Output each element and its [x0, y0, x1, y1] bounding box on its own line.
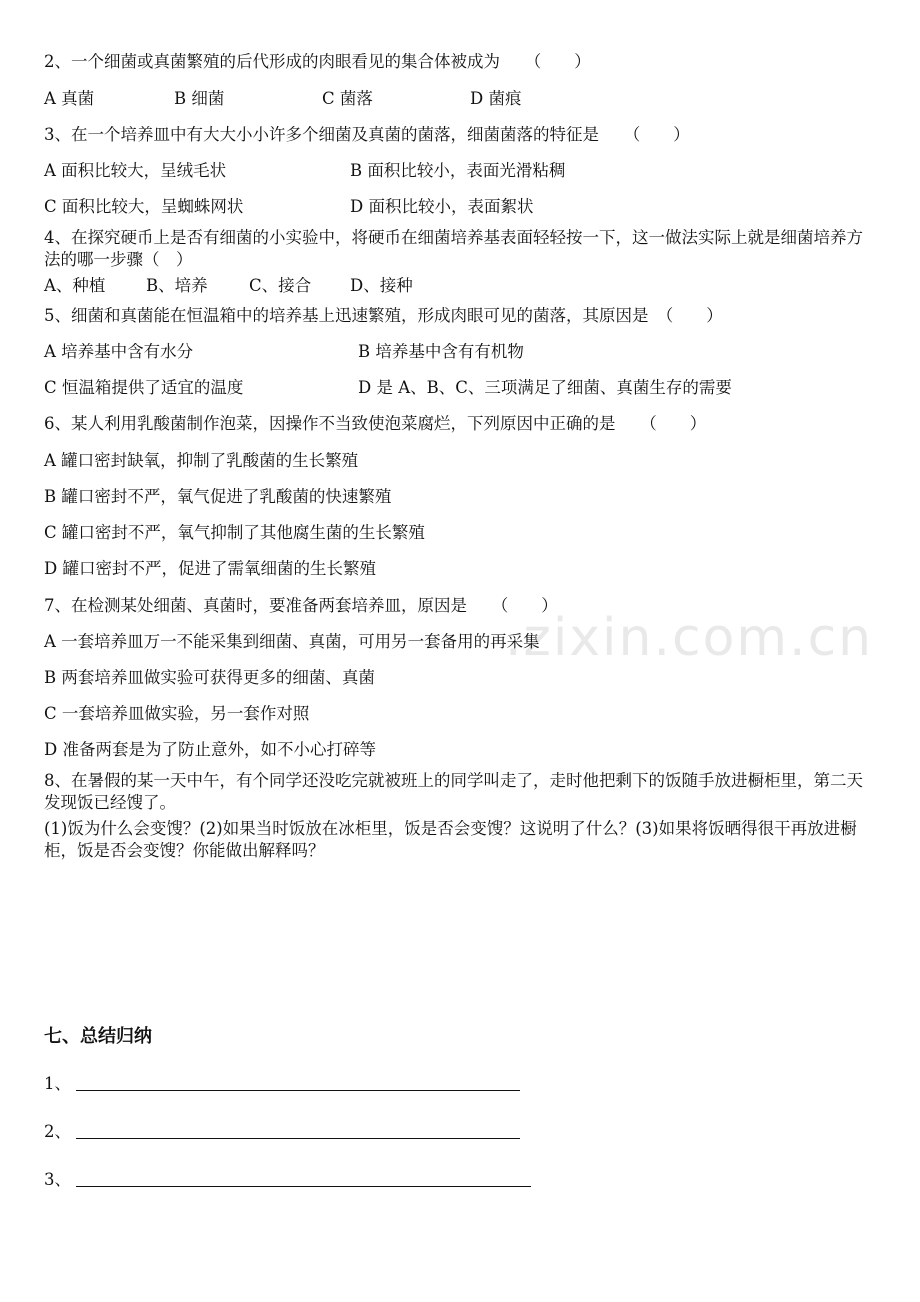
q2-option-c: C 菌落: [322, 89, 373, 108]
q7-option-d: D 准备两套是为了防止意外，如不小心打碎等: [44, 740, 376, 759]
q8-stem: 8、在暑假的某一天中午，有个同学还没吃完就被班上的同学叫走了，走时他把剩下的饭随手放进橱柜里，第二天发现饭已经馊了。: [44, 771, 863, 812]
q8-questions: (1)饭为什么会变馊？(2)如果当时饭放在冰柜里，饭是否会变馊？这说明了什么？(3)如果将饭晒得很干再放进橱柜，饭是否会变馊？你能做出解释吗？: [44, 819, 857, 860]
q6-stem: 6、某人利用乳酸菌制作泡菜，因操作不当致使泡菜腐烂，下列原因中正确的是 （ ）: [44, 414, 707, 433]
q6-option-c: C 罐口密封不严，氧气抑制了其他腐生菌的生长繁殖: [44, 523, 425, 542]
q3-stem: 3、在一个培养皿中有大大小小许多个细菌及真菌的菌落，细菌菌落的特征是 （ ）: [44, 125, 690, 144]
q2-option-d: D 菌痕: [470, 89, 522, 108]
watermark: .zixin.com.cn: [505, 608, 874, 668]
q4-option-c: C、接合: [249, 276, 312, 295]
summary-item-3-blank[interactable]: [76, 1186, 531, 1187]
q6-option-d: D 罐口密封不严，促进了需氧细菌的生长繁殖: [44, 559, 376, 578]
q4-option-d: D、接种: [350, 276, 413, 295]
q7-option-c: C 一套培养皿做实验，另一套作对照: [44, 704, 310, 723]
q5-option-b: B 培养基中含有有机物: [358, 342, 524, 361]
q2-stem: 2、一个细菌或真菌繁殖的后代形成的肉眼看见的集合体被成为 （ ）: [44, 52, 591, 71]
q2-option-a: A 真菌: [44, 89, 95, 108]
q5-option-a: A 培养基中含有水分: [44, 342, 194, 361]
q7-stem: 7、在检测某处细菌、真菌时，要准备两套培养皿，原因是 （ ）: [44, 596, 558, 615]
q4-option-a: A、种植: [44, 276, 106, 295]
q4-option-b: B、培养: [146, 276, 208, 295]
q6-option-b: B 罐口密封不严，氧气促进了乳酸菌的快速繁殖: [44, 487, 392, 506]
summary-item-3-label: 3、: [44, 1170, 71, 1189]
q5-stem: 5、细菌和真菌能在恒温箱中的培养基上迅速繁殖，形成肉眼可见的菌落，其原因是 （ ）: [44, 306, 723, 325]
summary-item-1-label: 1、: [44, 1074, 71, 1093]
q7-option-b: B 两套培养皿做实验可获得更多的细菌、真菌: [44, 668, 375, 687]
q7-option-a: A 一套培养皿万一不能采集到细菌、真菌，可用另一套备用的再采集: [44, 632, 540, 651]
q3-option-a: A 面积比较大，呈绒毛状: [44, 161, 227, 180]
q5-option-d: D 是 A、B、C、三项满足了细菌、真菌生存的需要: [358, 378, 732, 397]
q3-option-c: C 面积比较大，呈蜘蛛网状: [44, 197, 244, 216]
q6-option-a: A 罐口密封缺氧，抑制了乳酸菌的生长繁殖: [44, 451, 359, 470]
summary-item-2-label: 2、: [44, 1122, 71, 1141]
q4-stem: 4、在探究硬币上是否有细菌的小实验中，将硬币在细菌培养基表面轻轻按一下，这一做法实际上就是细菌培养方法的哪一步骤（ ）: [44, 228, 863, 269]
q3-option-b: B 面积比较小，表面光滑粘稠: [350, 161, 566, 180]
summary-title: 七、总结归纳: [44, 1026, 152, 1047]
summary-item-2-blank[interactable]: [76, 1138, 520, 1139]
q3-option-d: D 面积比较小，表面絮状: [350, 197, 534, 216]
q5-option-c: C 恒温箱提供了适宜的温度: [44, 378, 244, 397]
summary-item-1-blank[interactable]: [76, 1090, 520, 1091]
q2-option-b: B 细菌: [174, 89, 225, 108]
